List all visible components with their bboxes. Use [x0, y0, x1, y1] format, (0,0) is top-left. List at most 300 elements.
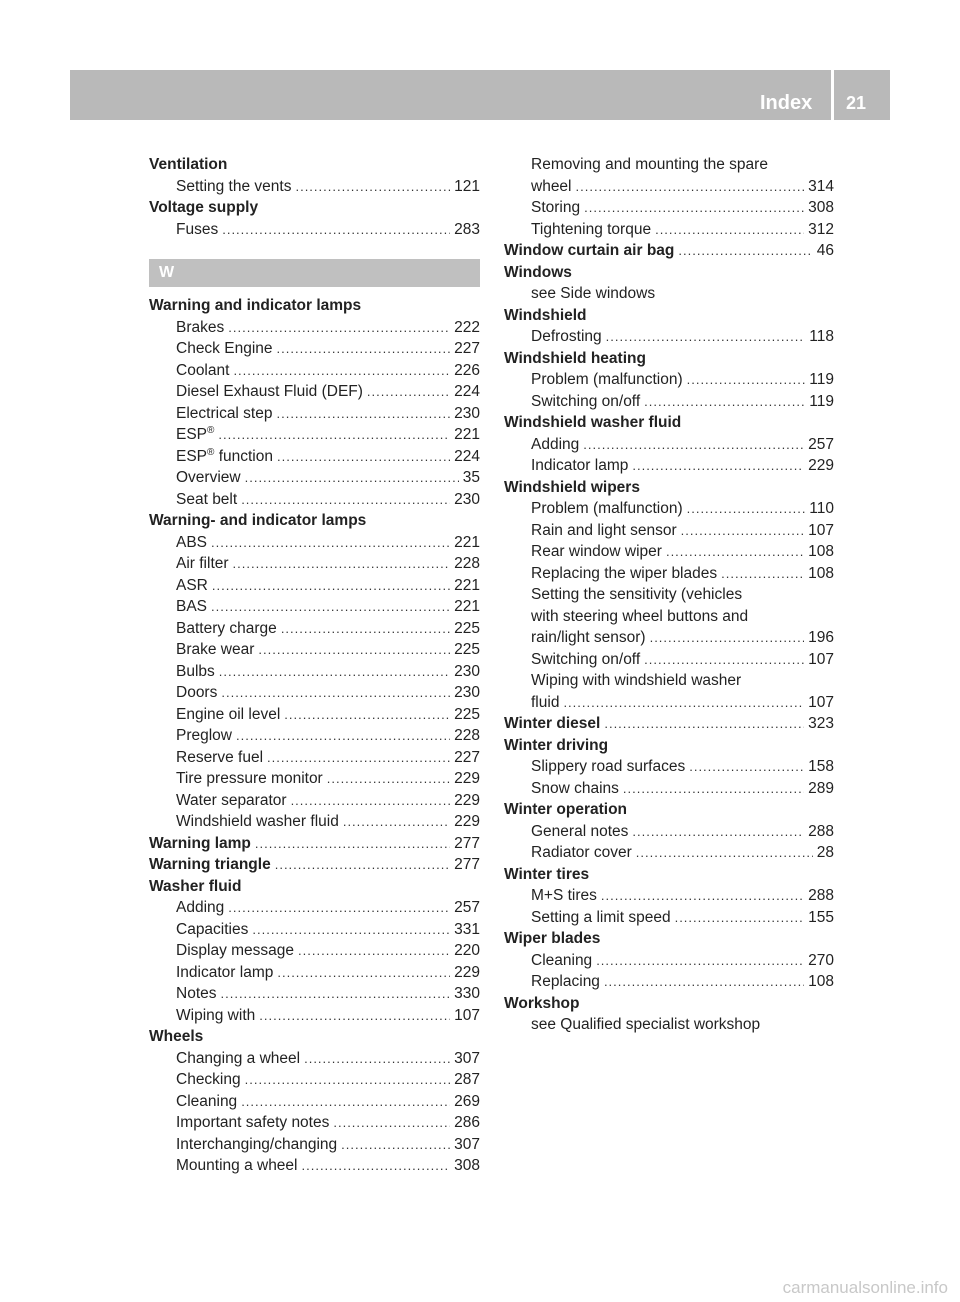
index-subentry[interactable] [504, 197, 834, 219]
page-reference[interactable]: 107 [808, 693, 834, 711]
entry-label [176, 596, 207, 618]
dot-leader [689, 756, 804, 778]
index-subentry[interactable] [504, 219, 834, 241]
entry-label [176, 381, 363, 403]
dot-leader [228, 317, 450, 339]
dot-leader [241, 1091, 450, 1113]
entry-label [176, 1091, 237, 1113]
dot-leader [258, 639, 450, 661]
page-reference[interactable]: 226 [454, 361, 480, 379]
index-entry [504, 928, 834, 950]
entry-text: Problem (malfunction) [531, 371, 683, 388]
entry-text: Indicator lamp [176, 963, 274, 981]
index-subentry[interactable] [504, 950, 834, 972]
entry-text: Windows [504, 263, 572, 281]
entry-label [176, 682, 217, 704]
page-reference[interactable]: 229 [454, 770, 480, 787]
entry-label [176, 639, 254, 661]
page-reference[interactable]: 283 [454, 220, 480, 238]
page-reference[interactable]: 221 [454, 533, 480, 551]
index-subentry[interactable] [504, 176, 834, 198]
page-reference[interactable]: 108 [808, 973, 834, 990]
entry-label [531, 369, 683, 391]
index-subentry[interactable] [149, 704, 480, 726]
index-subentry[interactable] [149, 553, 480, 575]
index-subentry[interactable] [504, 778, 834, 800]
page-reference[interactable]: 307 [454, 1049, 480, 1067]
page-reference[interactable]: 270 [808, 951, 834, 969]
page-reference[interactable]: 158 [808, 758, 834, 775]
index-subentry[interactable] [149, 962, 480, 984]
entry-text: Slippery road surfaces [531, 758, 686, 775]
entry-label [176, 446, 273, 468]
index-subentry[interactable] [149, 424, 480, 446]
entry-text: Wiper blades [504, 930, 601, 947]
page-reference[interactable]: 257 [454, 899, 480, 916]
page-reference[interactable]: 107 [808, 650, 834, 668]
entry-label [531, 907, 671, 929]
entry-text: Water separator [176, 791, 287, 809]
index-subentry[interactable] [504, 649, 834, 671]
dot-leader [277, 962, 450, 984]
index-subentry[interactable] [149, 725, 480, 747]
dot-leader [236, 725, 450, 747]
page-reference[interactable]: 227 [454, 748, 480, 766]
page-reference[interactable]: 118 [809, 328, 834, 345]
index-subentry[interactable] [149, 768, 480, 790]
entry-label [504, 864, 589, 886]
page-reference[interactable]: 46 [816, 242, 834, 259]
entry-label [531, 756, 685, 778]
entry-text: Air filter [176, 555, 229, 572]
index-entry[interactable] [504, 713, 834, 735]
page-reference[interactable]: 288 [808, 887, 834, 904]
page-reference[interactable]: 288 [808, 822, 834, 840]
index-subentry[interactable] [149, 1134, 480, 1156]
entry-label [504, 477, 640, 499]
index-entry [149, 154, 480, 176]
dot-leader [576, 176, 805, 198]
entry-label [176, 747, 263, 769]
page-reference[interactable]: 227 [454, 340, 480, 357]
entry-text: Check Engine [176, 340, 273, 357]
index-entry[interactable] [504, 240, 834, 262]
dot-leader [632, 821, 804, 843]
entry-label [531, 649, 640, 671]
entry-label [504, 412, 681, 434]
entry-text: Display message [176, 942, 295, 959]
entry-label [176, 553, 229, 575]
page-reference[interactable]: 230 [454, 404, 480, 422]
entry-text: Winter operation [504, 801, 628, 818]
dot-leader [277, 338, 451, 360]
page-reference[interactable]: 110 [809, 500, 834, 517]
index-subentry[interactable] [149, 983, 480, 1005]
entry-text: Engine oil level [176, 705, 281, 723]
index-subentry[interactable] [149, 338, 480, 360]
entry-label [176, 1005, 255, 1027]
dot-leader [327, 768, 450, 790]
index-subentry[interactable] [504, 756, 834, 778]
page-reference[interactable]: 220 [454, 942, 480, 959]
index-subentry[interactable] [504, 627, 834, 649]
page-reference[interactable]: 230 [454, 490, 480, 508]
index-subentry[interactable] [149, 940, 480, 962]
page-reference[interactable]: 330 [454, 985, 480, 1002]
dot-leader [687, 498, 806, 520]
index-subentry[interactable] [149, 596, 480, 618]
entry-text: Electrical step [176, 404, 273, 422]
entry-text: Defrosting [531, 328, 602, 345]
entry-label [176, 962, 273, 984]
page-reference[interactable]: 308 [808, 199, 834, 216]
page-reference[interactable]: 225 [454, 705, 480, 723]
dot-leader [221, 983, 451, 1005]
entry-label [531, 778, 619, 800]
index-subentry[interactable] [149, 1048, 480, 1070]
entry-text: M+S tires [531, 887, 597, 904]
entry-label [531, 219, 651, 241]
dot-leader [333, 1112, 450, 1134]
page-reference[interactable]: 289 [808, 779, 834, 797]
entry-label [176, 768, 323, 790]
entry-label [504, 713, 600, 735]
index-subentry [504, 283, 834, 305]
page-reference[interactable]: 286 [454, 1114, 480, 1131]
page-reference[interactable]: 331 [454, 920, 480, 938]
page-reference[interactable]: 229 [454, 963, 480, 981]
dot-leader [655, 219, 804, 241]
index-subentry[interactable] [149, 790, 480, 812]
index-subentry[interactable] [149, 403, 480, 425]
entry-label [504, 348, 646, 370]
index-subentry[interactable] [504, 455, 834, 477]
dot-leader [583, 434, 804, 456]
dot-leader [259, 1005, 450, 1027]
header-divider [831, 70, 834, 120]
entry-label [531, 498, 683, 520]
entry-label [176, 338, 273, 360]
registered-mark: ® [207, 424, 215, 436]
page-reference[interactable]: 196 [808, 629, 834, 646]
index-subentry[interactable] [504, 907, 834, 929]
dot-leader [267, 747, 450, 769]
entry-label [176, 1048, 300, 1070]
index-subentry[interactable] [504, 563, 834, 585]
index-subentry[interactable] [149, 381, 480, 403]
index-subentry [504, 1014, 834, 1036]
entry-label [149, 197, 258, 219]
entry-label [531, 606, 748, 628]
dot-leader [343, 811, 450, 833]
index-subentry[interactable] [149, 317, 480, 339]
page-reference[interactable]: 228 [454, 555, 480, 572]
entry-label [176, 725, 232, 747]
entry-text: Warning lamp [149, 834, 251, 852]
page-reference[interactable]: 257 [808, 435, 834, 453]
index-column-right [504, 154, 834, 1036]
index-subentry[interactable] [504, 885, 834, 907]
entry-label [531, 563, 717, 585]
index-entry [149, 1026, 480, 1048]
dot-leader [302, 1155, 451, 1177]
entry-text: Winter driving [504, 736, 609, 754]
index-subentry[interactable] [504, 520, 834, 542]
index-subentry[interactable] [504, 391, 834, 413]
index-entry[interactable] [149, 833, 480, 855]
entry-text: Workshop [504, 994, 580, 1012]
dot-leader [601, 885, 804, 907]
entry-label [149, 833, 251, 855]
index-subentry[interactable] [149, 489, 480, 511]
entry-text: Warning- and indicator lamps [149, 512, 367, 529]
index-subentry[interactable] [149, 682, 480, 704]
page-reference[interactable]: 269 [454, 1092, 480, 1110]
index-subentry[interactable] [149, 639, 480, 661]
page-reference[interactable]: 308 [454, 1157, 480, 1174]
dot-leader [284, 704, 450, 726]
index-subentry[interactable] [504, 821, 834, 843]
entry-label [149, 295, 361, 317]
page-reference[interactable]: 221 [454, 598, 480, 615]
page-reference[interactable]: 35 [462, 469, 480, 486]
page-reference[interactable]: 221 [454, 426, 480, 443]
index-subentry [504, 606, 834, 628]
entry-text: Tightening torque [531, 220, 652, 238]
entry-text-tail: function [214, 447, 273, 465]
dot-leader [675, 907, 805, 929]
index-subentry[interactable] [504, 692, 834, 714]
page-reference[interactable]: 277 [454, 856, 480, 873]
index-subentry[interactable] [149, 532, 480, 554]
entry-text: Reserve fuel [176, 748, 264, 766]
index-subentry[interactable] [149, 1155, 480, 1177]
entry-label [176, 983, 217, 1005]
index-subentry[interactable] [149, 1005, 480, 1027]
entry-text: Doors [176, 684, 218, 701]
page-reference[interactable]: 323 [808, 715, 834, 732]
entry-label [176, 704, 280, 726]
page-reference[interactable]: 224 [454, 447, 480, 465]
dot-leader [211, 596, 450, 618]
index-subentry[interactable] [149, 1091, 480, 1113]
index-subentry[interactable] [149, 219, 480, 241]
page-reference[interactable]: 312 [808, 220, 834, 238]
entry-text: Adding [176, 899, 225, 916]
page-reference[interactable]: 228 [454, 727, 480, 744]
entry-label [176, 424, 214, 446]
entry-label [504, 262, 572, 284]
entry-text: Wiping with windshield washer [531, 672, 742, 689]
entry-label [176, 489, 237, 511]
entry-label [176, 811, 339, 833]
entry-label [176, 1134, 337, 1156]
entry-label [504, 305, 587, 327]
index-subentry[interactable] [149, 446, 480, 468]
index-subentry[interactable] [149, 919, 480, 941]
entry-label [531, 434, 579, 456]
page-reference[interactable]: 107 [454, 1006, 480, 1024]
entry-text: Winter diesel [504, 715, 601, 732]
index-subentry[interactable] [504, 434, 834, 456]
index-subentry[interactable] [504, 971, 834, 993]
entry-label [176, 360, 229, 382]
entry-label [149, 876, 241, 898]
entry-label [531, 821, 628, 843]
index-subentry[interactable] [149, 1112, 480, 1134]
page-reference[interactable]: 119 [809, 371, 834, 388]
entry-text: Removing and mounting the spare [531, 156, 768, 173]
index-subentry[interactable] [504, 498, 834, 520]
index-entry [149, 510, 480, 532]
dot-leader [604, 971, 804, 993]
dot-leader [245, 467, 459, 489]
entry-label [531, 326, 602, 348]
entry-label [504, 240, 674, 262]
entry-text: Radiator cover [531, 844, 632, 861]
index-subentry[interactable] [149, 661, 480, 683]
dot-leader [632, 455, 804, 477]
entry-text: Windshield [504, 306, 587, 324]
entry-label [531, 1014, 760, 1036]
entry-label [531, 520, 677, 542]
page-number: 21 [846, 93, 867, 113]
dot-leader [277, 446, 450, 468]
entry-text: Changing a wheel [176, 1049, 301, 1067]
page-reference[interactable]: 229 [454, 813, 480, 830]
entry-label [531, 842, 632, 864]
entry-text: Coolant [176, 361, 230, 379]
dot-leader [650, 627, 805, 649]
entry-text: Replacing [531, 973, 600, 990]
entry-text: BAS [176, 598, 208, 615]
entry-text: Diesel Exhaust Fluid (DEF) [176, 383, 363, 400]
index-subentry[interactable] [149, 360, 480, 382]
page-reference[interactable]: 222 [454, 318, 480, 336]
dot-leader [241, 489, 450, 511]
entry-text: Overview [176, 469, 241, 486]
page-reference[interactable]: 119 [809, 392, 834, 410]
entry-label [531, 584, 742, 606]
page-reference[interactable]: 221 [454, 576, 480, 594]
index-subentry[interactable] [504, 541, 834, 563]
page-reference[interactable]: 229 [808, 457, 834, 474]
index-subentry[interactable] [149, 618, 480, 640]
page-reference[interactable]: 314 [808, 177, 834, 195]
index-subentry[interactable] [504, 842, 834, 864]
entry-label [531, 197, 580, 219]
entry-label [531, 692, 559, 714]
page-reference[interactable]: 230 [454, 662, 480, 680]
dot-leader [212, 575, 450, 597]
dot-leader [252, 919, 450, 941]
entry-label [176, 897, 224, 919]
entry-text: Battery charge [176, 619, 277, 637]
page-reference[interactable]: 287 [454, 1071, 480, 1088]
entry-text: Rain and light sensor [531, 521, 677, 539]
dot-leader [228, 897, 450, 919]
dot-leader [563, 692, 804, 714]
dot-leader [721, 563, 804, 585]
entry-label [176, 1155, 298, 1177]
index-column-left [149, 154, 480, 1177]
index-entry[interactable] [149, 854, 480, 876]
entry-text: Setting a limit speed [531, 908, 671, 926]
index-subentry[interactable] [149, 811, 480, 833]
entry-label [531, 971, 600, 993]
page-reference[interactable]: 107 [808, 521, 834, 539]
entry-text: Warning and indicator lamps [149, 297, 362, 314]
index-subentry[interactable] [149, 575, 480, 597]
dot-leader [219, 661, 450, 683]
index-subentry[interactable] [149, 747, 480, 769]
page-reference[interactable]: 108 [808, 564, 834, 582]
entry-label [176, 467, 241, 489]
entry-label [504, 993, 580, 1015]
page-reference[interactable]: 277 [454, 834, 480, 852]
index-subentry[interactable] [149, 897, 480, 919]
dot-leader [222, 219, 450, 241]
watermark: carmanualsonline.info [782, 1278, 948, 1297]
entry-text: Setting the sensitivity (vehicles [531, 586, 743, 603]
entry-text: wheel [531, 177, 572, 195]
entry-label [176, 176, 291, 198]
page-reference[interactable]: 121 [454, 177, 480, 195]
entry-text: General notes [531, 822, 629, 840]
entry-text: Adding [531, 435, 580, 453]
entry-text: Cleaning [176, 1092, 238, 1110]
dot-leader [584, 197, 804, 219]
index-subentry[interactable] [149, 176, 480, 198]
index-subentry[interactable] [149, 1069, 480, 1091]
page-reference[interactable]: 224 [454, 383, 480, 400]
entry-text: Important safety notes [176, 1114, 330, 1131]
page-reference[interactable]: 28 [816, 844, 834, 861]
entry-label [531, 670, 741, 692]
entry-text: Snow chains [531, 779, 619, 797]
page-reference[interactable]: 108 [808, 543, 834, 560]
index-subentry[interactable] [504, 369, 834, 391]
entry-text: Notes [176, 985, 217, 1002]
index-subentry[interactable] [504, 326, 834, 348]
entry-text: Mounting a wheel [176, 1157, 298, 1174]
entry-label [531, 176, 572, 198]
entry-text: Fuses [176, 220, 219, 238]
entry-text: Rear window wiper [531, 543, 662, 560]
dot-leader [644, 391, 805, 413]
index-subentry[interactable] [149, 467, 480, 489]
index-entry [504, 735, 834, 757]
entry-text: Window curtain air bag [504, 242, 675, 259]
section-title: Index [760, 92, 813, 114]
dot-leader [687, 369, 806, 391]
entry-text: Storing [531, 199, 581, 216]
page-reference[interactable]: 225 [454, 619, 480, 637]
entry-label [176, 661, 215, 683]
page-reference[interactable]: 225 [454, 641, 480, 658]
page-reference[interactable]: 155 [808, 908, 834, 926]
index-entry [504, 799, 834, 821]
registered-mark: ® [207, 446, 215, 458]
entry-text: Washer fluid [149, 877, 242, 895]
entry-text: Warning triangle [149, 856, 271, 873]
entry-text: ASR [176, 576, 208, 594]
page-reference[interactable]: 230 [454, 684, 480, 701]
page-reference[interactable]: 229 [454, 791, 480, 809]
page-reference[interactable]: 307 [454, 1135, 480, 1153]
entry-label [531, 455, 628, 477]
entry-label [176, 1112, 329, 1134]
